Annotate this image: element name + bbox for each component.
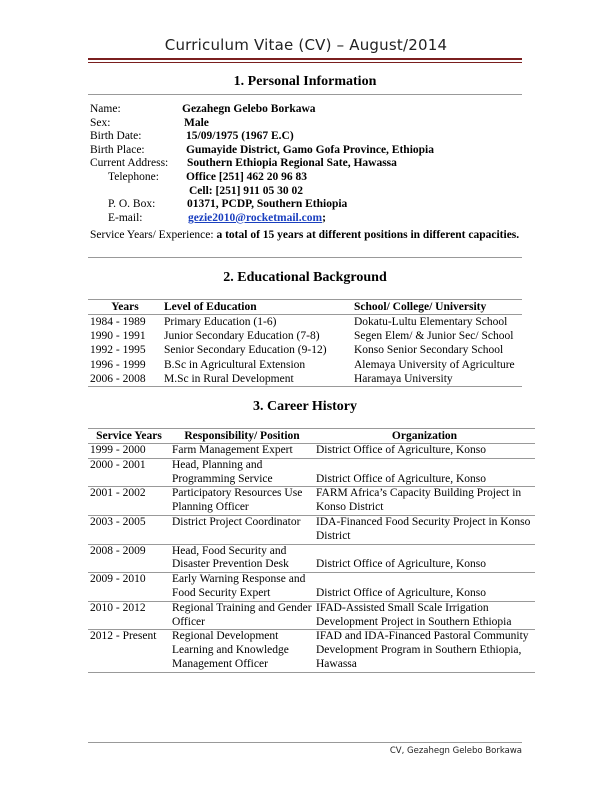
email-row (90, 212, 522, 226)
career-position-cell: Farm Management Expert (170, 444, 314, 459)
telephone-label: Telephone: (108, 170, 159, 183)
title-rule-thick (88, 58, 522, 60)
career-years-cell: 2000 - 2001 (88, 458, 170, 487)
career-years-cell: 1999 - 2000 (88, 444, 170, 459)
education-heading: 2. Educational Background (223, 270, 387, 285)
document-title: Curriculum Vitae (CV) – August/2014 (164, 36, 448, 54)
edu-school-cell: Alemaya University of Agriculture (354, 358, 515, 371)
service-years-label: Service Years/ Experience: (90, 229, 214, 241)
table-row (88, 329, 522, 343)
office-phone-value: Office [251] 462 20 96 83 (186, 170, 308, 183)
sex-row (90, 117, 522, 131)
edu-level-cell: Junior Secondary Education (7-8) (164, 330, 320, 343)
service-years-line (90, 229, 520, 243)
career-col-organization: Organization (314, 429, 535, 444)
address-row (90, 157, 522, 171)
birth-date-value: 15/09/1975 (1967 E.C) (186, 130, 294, 143)
edu-school-cell: Haramaya University (352, 372, 522, 387)
edu-years-cell: 2006 - 2008 (88, 372, 162, 387)
edu-years-cell: 1992 - 1995 (90, 344, 146, 357)
pobox-row (90, 198, 522, 212)
edu-years-cell: 1984 - 1989 (90, 316, 146, 329)
career-org-cell: District Office of Agriculture, Konso (314, 573, 535, 602)
birth-date-label: Birth Date: (90, 130, 142, 143)
edu-years-cell: 1996 - 1999 (90, 358, 146, 371)
email-suffix: ; (322, 211, 326, 224)
career-position-cell: Regional Training and Gender Officer (170, 601, 314, 630)
career-org-cell: District Office of Agriculture, Konso (314, 458, 535, 487)
education-col-years: Years (88, 300, 162, 315)
sex-value: Male (184, 116, 209, 129)
career-years-cell: 2008 - 2009 (88, 544, 170, 573)
table-row (88, 601, 535, 630)
career-position-cell: Head, Food Security and Disaster Prevention Desk (170, 544, 314, 573)
table-row (88, 515, 535, 544)
edu-level-cell: Primary Education (1-6) (164, 316, 277, 329)
table-row (88, 315, 522, 330)
career-org-cell: District Office of Agriculture, Konso (314, 544, 535, 573)
cell-row (90, 185, 522, 199)
career-years-cell: 2010 - 2012 (88, 601, 170, 630)
career-position-cell: Early Warning Response and Food Security Expert (170, 573, 314, 602)
table-row (88, 487, 535, 516)
service-years-value: a total of 15 years at different positions in different capacities. (216, 229, 520, 241)
education-table (88, 299, 522, 387)
education-col-level: Level of Education (162, 300, 352, 315)
table-row (88, 358, 522, 372)
career-years-cell: 2003 - 2005 (88, 515, 170, 544)
career-position-cell: Regional Development Learning and Knowledge Management Officer (170, 630, 314, 672)
table-row (88, 630, 535, 672)
edu-school-cell: Konso Senior Secondary School (354, 344, 504, 357)
career-table (88, 428, 535, 673)
career-org-cell: IFAD-Assisted Small Scale Irrigation Development Project in Southern Ethiopia (314, 601, 535, 630)
sex-label: Sex: (90, 116, 111, 129)
career-org-cell: IFAD and IDA-Financed Pastoral Community Development Program in Southern Ethiopia, Hawassa (314, 630, 535, 672)
address-value: Southern Ethiopia Regional Sate, Hawassa (187, 157, 397, 170)
career-heading: 3. Career History (252, 399, 358, 414)
birth-place-row (90, 144, 522, 158)
career-years-cell: 2001 - 2002 (88, 487, 170, 516)
cell-phone-value: Cell: [251] 911 05 30 02 (189, 184, 304, 197)
pobox-label: P. O. Box: (108, 198, 156, 211)
career-position-cell: Participatory Resources Use Planning Officer (170, 487, 314, 516)
email-label: E-mail: (108, 211, 143, 224)
edu-level-cell: Senior Secondary Education (9-12) (164, 344, 327, 357)
career-header-row (88, 429, 535, 444)
career-org-cell: FARM Africa’s Capacity Building Project in Konso District (314, 487, 535, 516)
edu-school-cell: Dokatu-Lultu Elementary School (354, 316, 508, 329)
career-org-cell: IDA-Financed Food Security Project in Konso District (314, 515, 535, 544)
table-row (88, 544, 535, 573)
personal-info-block (90, 103, 522, 225)
career-years-cell: 2009 - 2010 (88, 573, 170, 602)
career-col-position: Responsibility/ Position (170, 429, 314, 444)
address-label: Current Address: (90, 157, 169, 170)
career-position-cell: Head, Planning and Programming Service (170, 458, 314, 487)
title-rule-thin (88, 62, 522, 63)
footer-rule (88, 742, 522, 743)
edu-level-cell: B.Sc in Agricultural Extension (164, 358, 306, 371)
birth-date-row (90, 130, 522, 144)
personal-info-heading: 1. Personal Information (233, 74, 377, 89)
birth-place-value: Gumayide District, Gamo Gofa Province, Ethiopia (186, 143, 434, 156)
birth-place-label: Birth Place: (90, 143, 145, 156)
telephone-row (90, 171, 522, 185)
name-value: Gezahegn Gelebo Borkawa (182, 103, 316, 115)
personal-info-rule (88, 94, 522, 95)
education-header-row (88, 300, 522, 315)
career-position-cell: District Project Coordinator (170, 515, 314, 544)
table-row (88, 458, 535, 487)
email-link[interactable]: gezie2010@rocketmail.com (188, 211, 323, 224)
table-row (88, 573, 535, 602)
edu-level-cell: M.Sc in Rural Development (162, 372, 352, 387)
table-row (88, 372, 522, 387)
career-col-years: Service Years (88, 429, 170, 444)
name-row (90, 103, 522, 117)
career-years-cell: 2012 - Present (88, 630, 170, 672)
education-col-school: School/ College/ University (352, 300, 522, 315)
edu-years-cell: 1990 - 1991 (90, 330, 146, 343)
career-org-cell: District Office of Agriculture, Konso (314, 444, 535, 459)
table-row (88, 343, 522, 357)
pobox-value: 01371, PCDP, Southern Ethiopia (187, 198, 348, 211)
personal-info-bottom-rule (88, 257, 522, 258)
edu-school-cell: Segen Elem/ & Junior Sec/ School (354, 330, 514, 343)
footer-text: CV, Gezahegn Gelebo Borkawa (389, 746, 522, 756)
name-label: Name: (90, 103, 121, 115)
table-row (88, 444, 535, 459)
